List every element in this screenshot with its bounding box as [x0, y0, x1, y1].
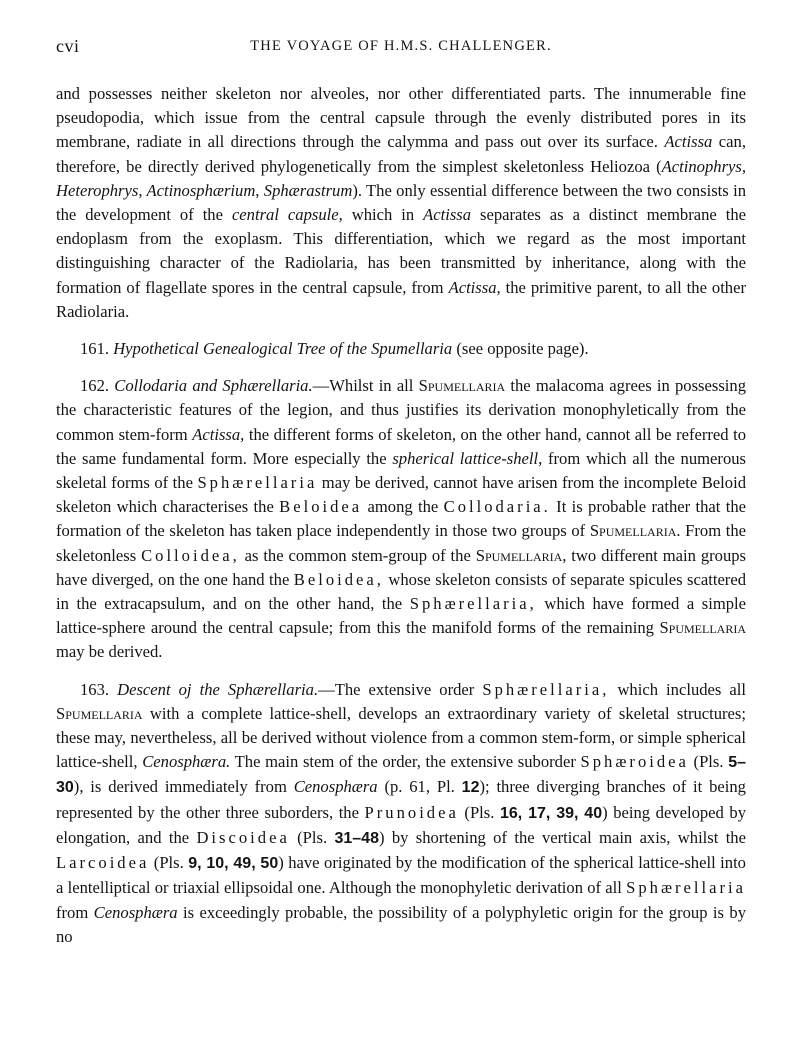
section-title: Descent oj the Sphærellaria.	[117, 679, 319, 699]
section-161: 161. Hypothetical Genealogical Tree of the Spumellaria (see opposite page).	[80, 339, 589, 359]
section-number: 162.	[80, 376, 115, 396]
section-title: Collodaria and Sphærellaria.	[114, 376, 313, 396]
page-body	[56, 82, 746, 949]
section-162: 162. Collodaria and Sphærellaria.—Whilst in all Spumellaria the malacoma agrees in possessing the characteristic features of the legion, and thus justifies its derivation monophyletically from the common stem-form Actissa, the different forms of skeleton, on the other hand, cannot all be referred to the same fundamental form. More especially the spherical lattice-shell, from which all the numerous skeletal forms of the Sphærellaria may be derived, cannot have arisen from the incomplete Beloid skeleton which characterises the Beloidea among the Collodaria. It is probable rather that the formation of the skeleton has taken place independently in those two groups of Spumellaria. From the skeletonless Colloidea, as the common stem-group of the Spumellaria, two different main groups have diverged, on the one hand the Beloidea, whose skeleton consists of separate spicules scattered in the extracapsulum, and on the other hand, the Sphærellaria, which have formed a simple lattice-sphere around the central capsule; from this the manifold forms of the remaining Spumellaria may be derived.	[56, 376, 747, 662]
plate-reference: 5–30	[56, 754, 746, 797]
section-number: 161.	[80, 339, 114, 359]
plate-reference: 12	[461, 779, 480, 797]
section-number: 163.	[80, 679, 118, 699]
plate-reference: 16, 17, 39, 40	[499, 804, 603, 822]
plate-reference: 31–48	[334, 829, 379, 847]
page-number: cvi	[56, 36, 80, 56]
section-163: 163. Descent oj the Sphærellaria.—The extensive order Sphærellaria, which includes all Spumellaria with a complete lattice-shell, develops an extraordinary variety of skeletal structures; these may, nevertheless, all be derived without violence from a common stem-form, or simple spherical lattice-shell, Cenosphæra. The main stem of the order, the extensive suborder Sphæroidea (Pls. 5–30), is derived immediately from Cenosphæra (p. 61, Pl. 12); three diverging branches of it being represented by the other three suborders, the Prunoidea (Pls. 16, 17, 39, 40) being developed by elongation, and the Discoidea (Pls. 31–48) by shortening of the vertical main axis, whilst the Larcoidea (Pls. 9, 10, 49, 50) have originated by the modification of the spherical lattice-shell into a lentelliptical or triaxial ellipsoidal one. Although the monophyletic derivation of all Sphærellaria from Cenosphæra is exceedingly probable, the possibility of a polyphyletic origin for the group is by no	[56, 679, 747, 946]
paragraph-continuation: and possesses neither skeleton nor alveoles, nor other differentiated parts. The innumerable fine pseudopodia, which issue from the central capsule through the evenly distributed pores in its membrane, radiate in all directions through the calymma and pass out over its surface. Actissa can, therefore, be directly derived phylogenetically from the simplest skeletonless Heliozoa (Actinophrys, Heterophrys, Actinosphærium, Sphærastrum). The only essential difference between the two consists in the development of the central capsule, which in Actissa separates as a distinct membrane the endoplasm from the exoplasm. This differentiation, which we regard as the most important distinguishing character of the Radiolaria, has been transmitted by inheritance, along with the formation of flagellate spores in the central capsule, from Actissa, the primitive parent, to all the other Radiolaria.	[56, 84, 746, 321]
section-title: Hypothetical Genealogical Tree of the Spumellaria	[113, 339, 453, 359]
plate-reference: 9, 10, 49, 50	[188, 855, 279, 873]
page-header	[56, 36, 746, 60]
running-title: THE VOYAGE OF H.M.S. CHALLENGER.	[250, 38, 552, 54]
